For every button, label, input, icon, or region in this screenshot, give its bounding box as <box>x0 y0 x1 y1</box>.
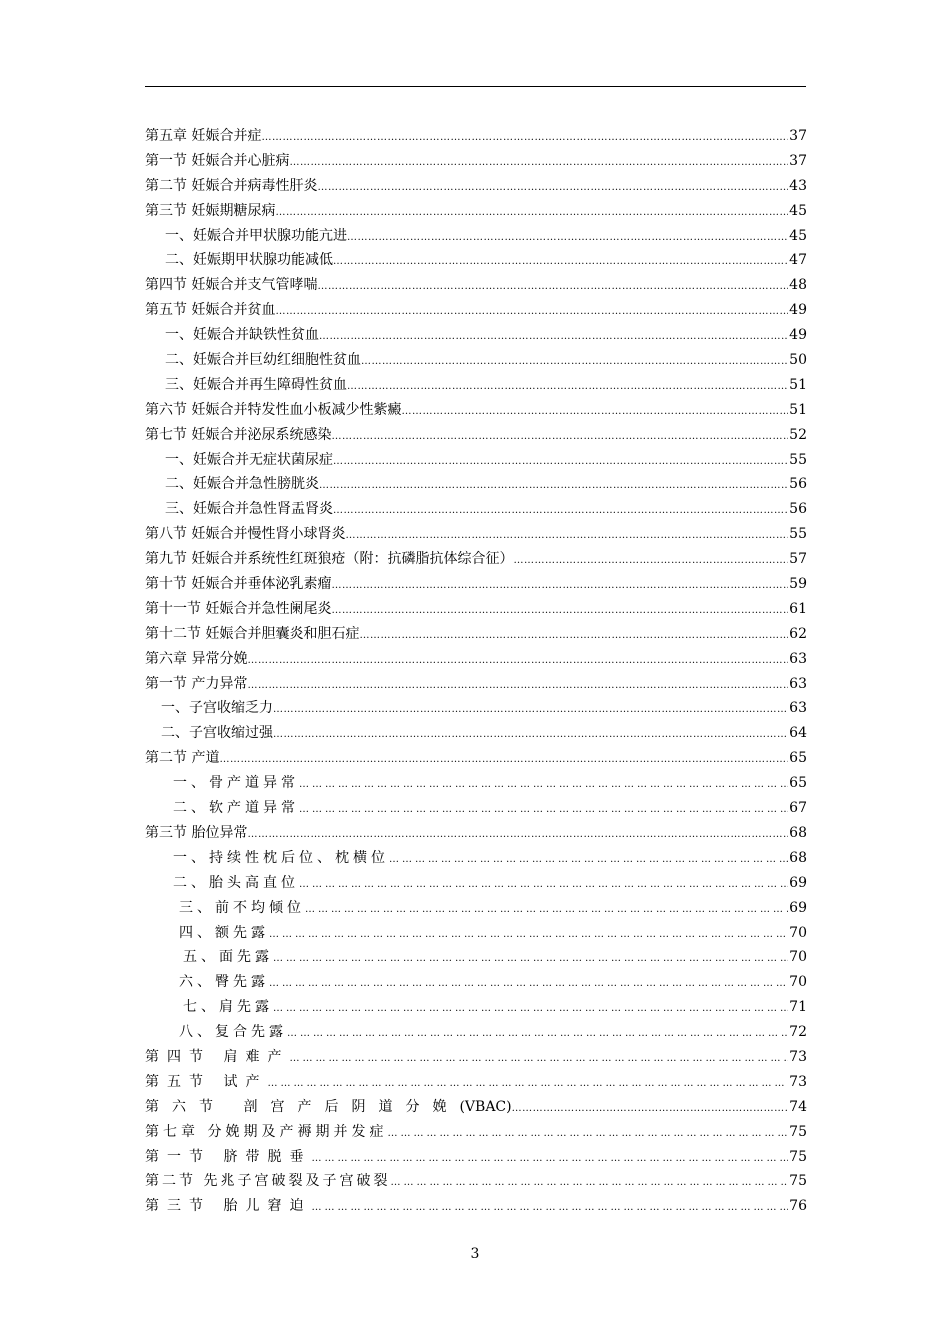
toc-leader <box>287 1022 788 1045</box>
toc-leader <box>273 723 788 746</box>
toc-entry-page: 57 <box>789 551 807 568</box>
toc-entry[interactable] <box>145 672 807 697</box>
toc-entry[interactable] <box>145 871 807 896</box>
toc-leader <box>289 1047 788 1070</box>
toc-leader <box>390 1171 788 1194</box>
toc-entry-page: 47 <box>789 252 807 269</box>
toc-entry[interactable] <box>145 771 807 796</box>
toc-entry-page: 56 <box>789 501 807 518</box>
toc-entry-page: 75 <box>789 1173 807 1190</box>
toc-leader <box>269 972 788 995</box>
toc-entry-title: 三、前不均倾位 <box>179 899 305 916</box>
toc-entry[interactable] <box>145 821 807 846</box>
toc-leader <box>247 674 788 697</box>
toc-entry-title: 第三节 妊娠期糖尿病 <box>145 202 276 219</box>
toc-entry[interactable] <box>145 323 807 348</box>
toc-entry-title: 一、骨产道异常 <box>173 775 299 792</box>
toc-entry-title: 第六节 剖宫产后阴道分娩 <box>145 1098 460 1115</box>
toc-entry-title: 第二节 产道 <box>145 750 220 767</box>
toc-leader <box>345 524 788 547</box>
toc-entry[interactable] <box>145 995 807 1020</box>
toc-entry[interactable] <box>145 1020 807 1045</box>
toc-entry[interactable] <box>145 423 807 448</box>
toc-entry[interactable] <box>145 1070 807 1095</box>
toc-entry[interactable] <box>145 921 807 946</box>
toc-leader <box>219 748 788 771</box>
toc-entry-page: 70 <box>789 924 807 941</box>
toc-entry-page: 68 <box>789 849 807 866</box>
toc-entry-title: 二、胎头高直位 <box>173 874 299 891</box>
toc-entry-page: 70 <box>789 949 807 966</box>
toc-entry-title: 三、妊娠合并急性肾盂肾炎 <box>165 501 333 518</box>
toc-entry-page: 45 <box>789 202 807 219</box>
toc-entry[interactable] <box>145 647 807 672</box>
toc-entry-title: 第二节 先兆子宫破裂及子宫破裂 <box>145 1173 391 1190</box>
toc-entry-page: 52 <box>789 426 807 443</box>
toc-entry[interactable] <box>145 896 807 921</box>
toc-leader <box>299 773 788 796</box>
toc-entry[interactable] <box>145 124 807 149</box>
toc-entry[interactable] <box>145 1120 807 1145</box>
toc-leader <box>333 499 788 522</box>
toc-entry-page: 67 <box>789 800 807 817</box>
toc-leader <box>333 450 788 473</box>
toc-entry-title: 二、妊娠合并巨幼红细胞性贫血 <box>165 352 361 369</box>
toc-leader <box>317 176 788 199</box>
toc-entry-title: 六、臀先露 <box>179 974 269 991</box>
toc-entry[interactable] <box>145 622 807 647</box>
toc-entry[interactable] <box>145 796 807 821</box>
toc-leader <box>347 226 788 249</box>
toc-leader <box>273 997 788 1020</box>
table-of-contents <box>145 124 807 1219</box>
toc-entry-page: 62 <box>789 625 807 642</box>
toc-entry-title: 二、子宫收缩过强 <box>161 725 273 742</box>
toc-entry[interactable] <box>145 149 807 174</box>
toc-leader <box>275 201 788 224</box>
toc-entry[interactable] <box>145 224 807 249</box>
toc-leader <box>319 325 788 348</box>
toc-entry[interactable] <box>145 1194 807 1219</box>
toc-entry[interactable] <box>145 1145 807 1170</box>
toc-entry[interactable] <box>145 696 807 721</box>
toc-entry-page: 37 <box>789 152 807 169</box>
toc-entry-page: 59 <box>789 576 807 593</box>
toc-entry[interactable] <box>145 497 807 522</box>
toc-entry-page: 49 <box>789 327 807 344</box>
toc-leader <box>299 873 788 896</box>
toc-leader <box>319 474 788 497</box>
toc-entry-title: 一、持续性枕后位、枕横位 <box>173 849 389 866</box>
toc-entry-title: 第十二节 妊娠合并胆囊炎和胆石症 <box>145 625 360 642</box>
toc-leader <box>311 1196 788 1219</box>
toc-entry-title: 第十节 妊娠合并垂体泌乳素瘤 <box>145 576 332 593</box>
toc-leader <box>317 275 788 298</box>
toc-entry-title: 二、妊娠期甲状腺功能减低 <box>165 252 333 269</box>
toc-leader <box>273 947 788 970</box>
toc-entry-page: 61 <box>789 600 807 617</box>
toc-entry[interactable] <box>145 746 807 771</box>
toc-entry-title: 五、面先露 <box>183 949 273 966</box>
toc-leader <box>311 1147 788 1170</box>
toc-entry-page: 63 <box>789 650 807 667</box>
toc-entry[interactable] <box>145 1095 807 1120</box>
toc-leader <box>359 624 788 647</box>
toc-entry-page: 49 <box>789 302 807 319</box>
toc-leader <box>289 151 788 174</box>
toc-entry-title: 三、妊娠合并再生障碍性贫血 <box>165 376 347 393</box>
toc-entry-title: 七、肩先露 <box>183 999 273 1016</box>
toc-entry[interactable] <box>145 572 807 597</box>
toc-entry-title: 一、妊娠合并甲状腺功能亢进 <box>165 227 347 244</box>
toc-entry-title: 一、子宫收缩乏力 <box>161 700 273 717</box>
toc-leader <box>269 923 788 946</box>
toc-leader <box>387 1122 788 1145</box>
toc-entry[interactable] <box>145 398 807 423</box>
toc-entry-title: 第九节 妊娠合并系统性红斑狼疮（附：抗磷脂抗体综合征） <box>145 551 514 568</box>
toc-entry-title: 第五章 妊娠合并症 <box>145 128 262 144</box>
page-number: 3 <box>470 1246 480 1262</box>
toc-entry[interactable] <box>145 522 807 547</box>
toc-leader <box>331 425 788 448</box>
toc-entry-title: 第一节 脐带脱垂 <box>145 1148 312 1165</box>
toc-entry-page: 56 <box>789 476 807 493</box>
toc-entry[interactable] <box>145 373 807 398</box>
toc-entry-title: 第六节 妊娠合并特发性血小板减少性紫癜 <box>145 401 402 418</box>
toc-entry-page: 64 <box>789 725 807 742</box>
toc-leader <box>389 848 788 871</box>
toc-entry[interactable] <box>145 1169 807 1194</box>
toc-entry[interactable] <box>145 174 807 199</box>
toc-entry-title: 一、妊娠合并无症状菌尿症 <box>165 451 333 468</box>
toc-entry-page: 45 <box>789 227 807 244</box>
toc-entry-page: 75 <box>789 1148 807 1165</box>
toc-entry-title: 第五节 妊娠合并贫血 <box>145 302 276 319</box>
toc-leader <box>333 250 788 273</box>
toc-leader <box>305 898 788 921</box>
toc-leader <box>513 549 788 572</box>
toc-entry[interactable] <box>145 199 807 224</box>
toc-leader <box>299 798 788 821</box>
toc-entry-title: 二、妊娠合并急性膀胱炎 <box>165 476 319 493</box>
toc-entry-title: 第四节 肩难产 <box>145 1048 290 1065</box>
toc-leader <box>247 649 788 672</box>
toc-leader <box>401 400 788 423</box>
toc-entry-page: 71 <box>789 999 807 1016</box>
toc-entry[interactable] <box>145 348 807 373</box>
toc-entry-page: 50 <box>789 352 807 369</box>
toc-entry-page: 69 <box>789 899 807 916</box>
toc-leader <box>261 126 788 149</box>
toc-entry-page: 68 <box>789 824 807 841</box>
toc-leader <box>331 574 788 597</box>
toc-entry-page: 72 <box>789 1024 807 1041</box>
toc-entry-page: 51 <box>789 401 807 418</box>
toc-entry-title: 第五节 试产 <box>145 1073 268 1090</box>
toc-entry-page: 70 <box>789 974 807 991</box>
toc-entry-title: 第三节 胎位异常 <box>145 824 248 841</box>
toc-entry[interactable] <box>145 721 807 746</box>
toc-entry-page: 75 <box>789 1123 807 1140</box>
toc-entry-page: 65 <box>789 775 807 792</box>
toc-leader <box>273 698 788 721</box>
toc-entry-page: 48 <box>789 277 807 294</box>
toc-entry[interactable] <box>145 846 807 871</box>
toc-entry-title: 第一节 产力异常 <box>145 675 248 692</box>
toc-leader <box>361 350 788 373</box>
toc-entry-page: 65 <box>789 750 807 767</box>
toc-entry[interactable] <box>145 1045 807 1070</box>
toc-entry[interactable] <box>145 945 807 970</box>
toc-entry-page: 73 <box>789 1048 807 1065</box>
toc-entry-page: 63 <box>789 700 807 717</box>
toc-entry-title: 八、复合先露 <box>179 1024 287 1041</box>
toc-entry-page: 55 <box>789 526 807 543</box>
toc-entry-title: 二、软产道异常 <box>173 800 299 817</box>
toc-entry-title: 第二节 妊娠合并病毒性肝炎 <box>145 177 318 194</box>
toc-entry-title: 第六章 异常分娩 <box>145 650 248 667</box>
toc-leader <box>512 1097 789 1120</box>
toc-leader <box>275 300 788 323</box>
toc-entry-page: 76 <box>789 1198 807 1215</box>
toc-entry-page: 43 <box>789 177 807 194</box>
toc-entry-page: 37 <box>789 128 807 144</box>
toc-entry-title: 第十一节 妊娠合并急性阑尾炎 <box>145 600 332 617</box>
toc-entry[interactable] <box>145 248 807 273</box>
toc-entry-page: 69 <box>789 874 807 891</box>
toc-leader <box>247 823 788 846</box>
header-rule <box>145 86 806 87</box>
toc-leader <box>347 375 788 398</box>
toc-leader <box>267 1072 788 1095</box>
toc-entry-title: 第三节 胎儿窘迫 <box>145 1198 312 1215</box>
toc-entry[interactable] <box>145 448 807 473</box>
toc-entry-title: 第七节 妊娠合并泌尿系统感染 <box>145 426 332 443</box>
toc-entry[interactable] <box>145 547 807 572</box>
toc-entry[interactable] <box>145 472 807 497</box>
toc-entry[interactable] <box>145 273 807 298</box>
toc-entry[interactable] <box>145 970 807 995</box>
toc-entry-title-suffix: (VBAC) <box>459 1098 512 1115</box>
toc-entry-page: 73 <box>789 1073 807 1090</box>
toc-entry-page: 63 <box>789 675 807 692</box>
toc-entry-page: 51 <box>789 376 807 393</box>
toc-entry[interactable] <box>145 597 807 622</box>
toc-entry-title: 四、额先露 <box>179 924 269 941</box>
toc-entry[interactable] <box>145 298 807 323</box>
toc-entry-title: 第一节 妊娠合并心脏病 <box>145 152 290 169</box>
toc-entry-page: 74 <box>789 1098 807 1115</box>
toc-entry-title: 一、妊娠合并缺铁性贫血 <box>165 327 319 344</box>
toc-entry-title: 第八节 妊娠合并慢性肾小球肾炎 <box>145 526 346 543</box>
toc-entry-page: 55 <box>789 451 807 468</box>
toc-entry-title: 第七章 分娩期及产褥期并发症 <box>145 1123 388 1140</box>
toc-entry-title: 第四节 妊娠合并支气管哮喘 <box>145 277 318 294</box>
toc-leader <box>331 599 788 622</box>
